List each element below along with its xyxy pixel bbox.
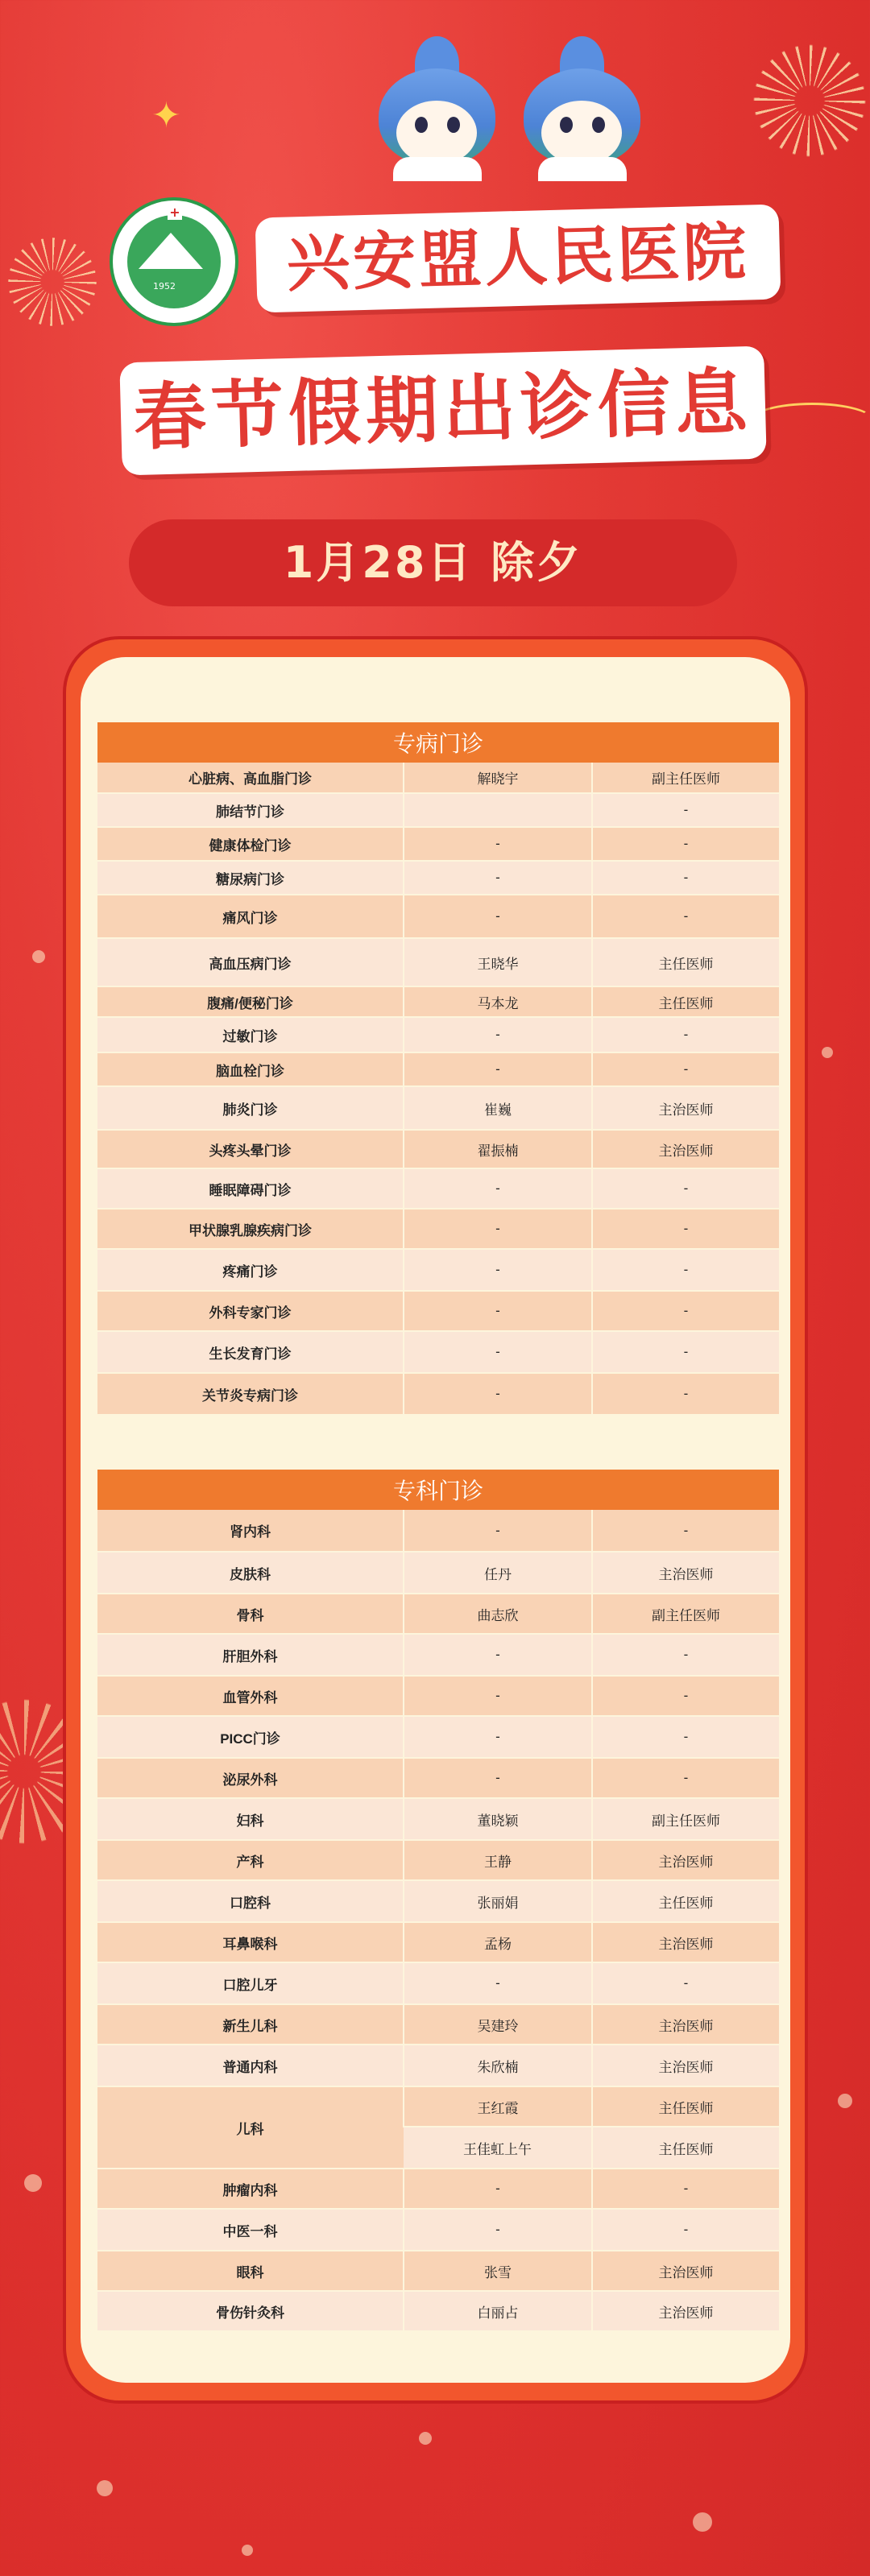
table-row xyxy=(97,1017,779,1052)
department-cell: 头疼头晕门诊 xyxy=(97,1130,404,1168)
doctor-cell: 解晓宇 xyxy=(404,763,592,793)
table-row xyxy=(97,763,779,793)
table-row xyxy=(97,1922,779,1962)
title-cell: 主任医师 xyxy=(592,2127,779,2169)
title-cell: 主任医师 xyxy=(592,986,779,1017)
table-row xyxy=(97,1249,779,1291)
table-row xyxy=(97,1676,779,1716)
doctor-cell: - xyxy=(404,895,592,938)
doctor-cell: - xyxy=(404,1373,592,1415)
department-cell: 关节炎专病门诊 xyxy=(97,1373,404,1415)
doctor-cell: - xyxy=(404,1716,592,1758)
department-cell: 骨科 xyxy=(97,1594,404,1634)
table-row xyxy=(97,1373,779,1415)
doctor-cell: - xyxy=(404,1209,592,1249)
title-cell: - xyxy=(592,2169,779,2209)
table-row xyxy=(97,861,779,895)
firework-decoration xyxy=(8,238,97,326)
department-cell: 新生儿科 xyxy=(97,2004,404,2045)
table-row xyxy=(97,1552,779,1594)
doctor-cell: - xyxy=(404,1634,592,1676)
table-row xyxy=(97,1331,779,1373)
table-row xyxy=(97,1130,779,1168)
title-cell: - xyxy=(592,1052,779,1086)
title-cell: - xyxy=(592,1209,779,1249)
hospital-name-title: 兴安盟人民医院 xyxy=(255,205,781,313)
title-cell: 主任医师 xyxy=(592,938,779,986)
doctor-cell: 王红霞 xyxy=(404,2086,592,2127)
table-row xyxy=(97,793,779,827)
doctor-cell: 崔巍 xyxy=(404,1086,592,1130)
title-cell: 主治医师 xyxy=(592,2045,779,2086)
title-cell: - xyxy=(592,1168,779,1209)
doctor-cell: - xyxy=(404,1962,592,2004)
title-cell: - xyxy=(592,861,779,895)
department-cell: 心脏病、高血脂门诊 xyxy=(97,763,404,793)
doctor-cell: 朱欣楠 xyxy=(404,2045,592,2086)
bokeh-dot xyxy=(693,2512,712,2532)
doctor-cell xyxy=(404,793,592,827)
table-row xyxy=(97,2045,779,2086)
table-row xyxy=(97,2086,779,2127)
schedule-table-specialty-disease xyxy=(97,722,779,1416)
title-cell: - xyxy=(592,827,779,861)
bokeh-dot xyxy=(242,2545,253,2556)
table-row xyxy=(97,2209,779,2251)
doctor-cell: - xyxy=(404,1758,592,1798)
table-row xyxy=(97,1880,779,1922)
department-cell: 泌尿外科 xyxy=(97,1758,404,1798)
logo-year: 1952 xyxy=(153,281,176,292)
doctor-cell: 任丹 xyxy=(404,1552,592,1594)
doctor-cell: 张雪 xyxy=(404,2251,592,2291)
title-cell: 主治医师 xyxy=(592,1922,779,1962)
doctor-cell: - xyxy=(404,1291,592,1331)
doctor-cell: - xyxy=(404,2209,592,2251)
title-cell: - xyxy=(592,1510,779,1552)
table-row xyxy=(97,2169,779,2209)
table-row xyxy=(97,1168,779,1209)
title-cell: - xyxy=(592,2209,779,2251)
firework-decoration xyxy=(753,44,866,157)
department-cell: 肾内科 xyxy=(97,1510,404,1552)
doctor-cell: 王晓华 xyxy=(404,938,592,986)
mascot-right xyxy=(516,36,648,177)
title-cell: 主治医师 xyxy=(592,1130,779,1168)
bokeh-dot xyxy=(24,2174,42,2192)
department-cell: 肝胆外科 xyxy=(97,1634,404,1676)
title-cell: 主任医师 xyxy=(592,2086,779,2127)
title-cell: 副主任医师 xyxy=(592,1594,779,1634)
doctor-cell: 曲志欣 xyxy=(404,1594,592,1634)
table-row xyxy=(97,1634,779,1676)
title-cell: 主治医师 xyxy=(592,1552,779,1594)
department-cell: 肺结节门诊 xyxy=(97,793,404,827)
doctor-cell: - xyxy=(404,1017,592,1052)
doctor-cell: 王佳虹上午 xyxy=(404,2127,592,2169)
department-cell: 甲状腺乳腺疾病门诊 xyxy=(97,1209,404,1249)
doctor-cell: - xyxy=(404,1510,592,1552)
title-cell: - xyxy=(592,1758,779,1798)
table-row xyxy=(97,1086,779,1130)
title-cell: - xyxy=(592,1249,779,1291)
title-cell: - xyxy=(592,1962,779,2004)
table-row xyxy=(97,1052,779,1086)
table-row xyxy=(97,2291,779,2331)
department-cell: PICC门诊 xyxy=(97,1716,404,1758)
department-cell: 肿瘤内科 xyxy=(97,2169,404,2209)
doctor-cell: 白丽占 xyxy=(404,2291,592,2331)
hospital-logo: + 1952 xyxy=(110,197,238,326)
department-cell: 糖尿病门诊 xyxy=(97,861,404,895)
table-row xyxy=(97,1291,779,1331)
title-cell: - xyxy=(592,1716,779,1758)
doctor-cell: 孟杨 xyxy=(404,1922,592,1962)
title-cell: - xyxy=(592,1373,779,1415)
doctor-cell: - xyxy=(404,1168,592,1209)
department-cell: 腹痛/便秘门诊 xyxy=(97,986,404,1017)
title-cell: 主治医师 xyxy=(592,2004,779,2045)
department-cell: 皮肤科 xyxy=(97,1552,404,1594)
title-cell: - xyxy=(592,1017,779,1052)
swoosh-decoration xyxy=(749,403,870,440)
department-cell: 骨伤针灸科 xyxy=(97,2291,404,2331)
table-row xyxy=(97,1510,779,1552)
table-row xyxy=(97,1840,779,1880)
doctor-cell: - xyxy=(404,1331,592,1373)
department-cell: 儿科 xyxy=(97,2086,404,2169)
doctor-cell: - xyxy=(404,861,592,895)
title-cell: - xyxy=(592,1291,779,1331)
table-row xyxy=(97,938,779,986)
title-cell: 副主任医师 xyxy=(592,763,779,793)
sparkle-icon: ✦ xyxy=(151,95,181,136)
table-row xyxy=(97,1758,779,1798)
department-cell: 痛风门诊 xyxy=(97,895,404,938)
department-cell: 口腔科 xyxy=(97,1880,404,1922)
table-row xyxy=(97,2251,779,2291)
date-label: 1月28日 除夕 xyxy=(129,519,737,606)
table-row xyxy=(97,1594,779,1634)
bokeh-dot xyxy=(32,950,45,963)
mascot-left xyxy=(371,36,503,177)
doctor-cell: - xyxy=(404,1052,592,1086)
title-cell: 主治医师 xyxy=(592,1086,779,1130)
department-cell: 眼科 xyxy=(97,2251,404,2291)
table-header: 专科门诊 xyxy=(97,1470,779,1510)
page-subtitle: 春节假期出诊信息 xyxy=(119,346,766,476)
department-cell: 高血压病门诊 xyxy=(97,938,404,986)
bokeh-dot xyxy=(838,2094,852,2108)
department-cell: 肺炎门诊 xyxy=(97,1086,404,1130)
bokeh-dot xyxy=(419,2432,432,2445)
table-row xyxy=(97,1716,779,1758)
department-cell: 外科专家门诊 xyxy=(97,1291,404,1331)
title-cell: 主治医师 xyxy=(592,2291,779,2331)
department-cell: 生长发育门诊 xyxy=(97,1331,404,1373)
bokeh-dot xyxy=(822,1047,833,1058)
department-cell: 产科 xyxy=(97,1840,404,1880)
department-cell: 过敏门诊 xyxy=(97,1017,404,1052)
table-row xyxy=(97,2004,779,2045)
table-row xyxy=(97,1798,779,1840)
title-cell: 副主任医师 xyxy=(592,1798,779,1840)
title-cell: - xyxy=(592,895,779,938)
title-cell: 主治医师 xyxy=(592,2251,779,2291)
bokeh-dot xyxy=(97,2480,113,2496)
department-cell: 健康体检门诊 xyxy=(97,827,404,861)
title-cell: - xyxy=(592,1634,779,1676)
table-row xyxy=(97,1962,779,2004)
department-cell: 妇科 xyxy=(97,1798,404,1840)
doctor-cell: 吴建玲 xyxy=(404,2004,592,2045)
department-cell: 中医一科 xyxy=(97,2209,404,2251)
doctor-cell: 王静 xyxy=(404,1840,592,1880)
doctor-cell: - xyxy=(404,1676,592,1716)
doctor-cell: 董晓颖 xyxy=(404,1798,592,1840)
title-cell: 主治医师 xyxy=(592,1840,779,1880)
department-cell: 耳鼻喉科 xyxy=(97,1922,404,1962)
table-header: 专病门诊 xyxy=(97,722,779,763)
department-cell: 普通内科 xyxy=(97,2045,404,2086)
doctor-cell: 翟振楠 xyxy=(404,1130,592,1168)
department-cell: 脑血栓门诊 xyxy=(97,1052,404,1086)
doctor-cell: - xyxy=(404,827,592,861)
doctor-cell: - xyxy=(404,2169,592,2209)
doctor-cell: - xyxy=(404,1249,592,1291)
title-cell: - xyxy=(592,1331,779,1373)
doctor-cell: 马本龙 xyxy=(404,986,592,1017)
title-cell: - xyxy=(592,1676,779,1716)
department-cell: 睡眠障碍门诊 xyxy=(97,1168,404,1209)
department-cell: 血管外科 xyxy=(97,1676,404,1716)
department-cell: 疼痛门诊 xyxy=(97,1249,404,1291)
table-row xyxy=(97,986,779,1017)
doctor-cell: 张丽娟 xyxy=(404,1880,592,1922)
title-cell: - xyxy=(592,793,779,827)
title-cell: 主任医师 xyxy=(592,1880,779,1922)
schedule-table-specialty-dept xyxy=(97,1470,779,2332)
table-row xyxy=(97,1209,779,1249)
department-cell: 口腔儿牙 xyxy=(97,1962,404,2004)
table-row xyxy=(97,895,779,938)
table-row xyxy=(97,827,779,861)
